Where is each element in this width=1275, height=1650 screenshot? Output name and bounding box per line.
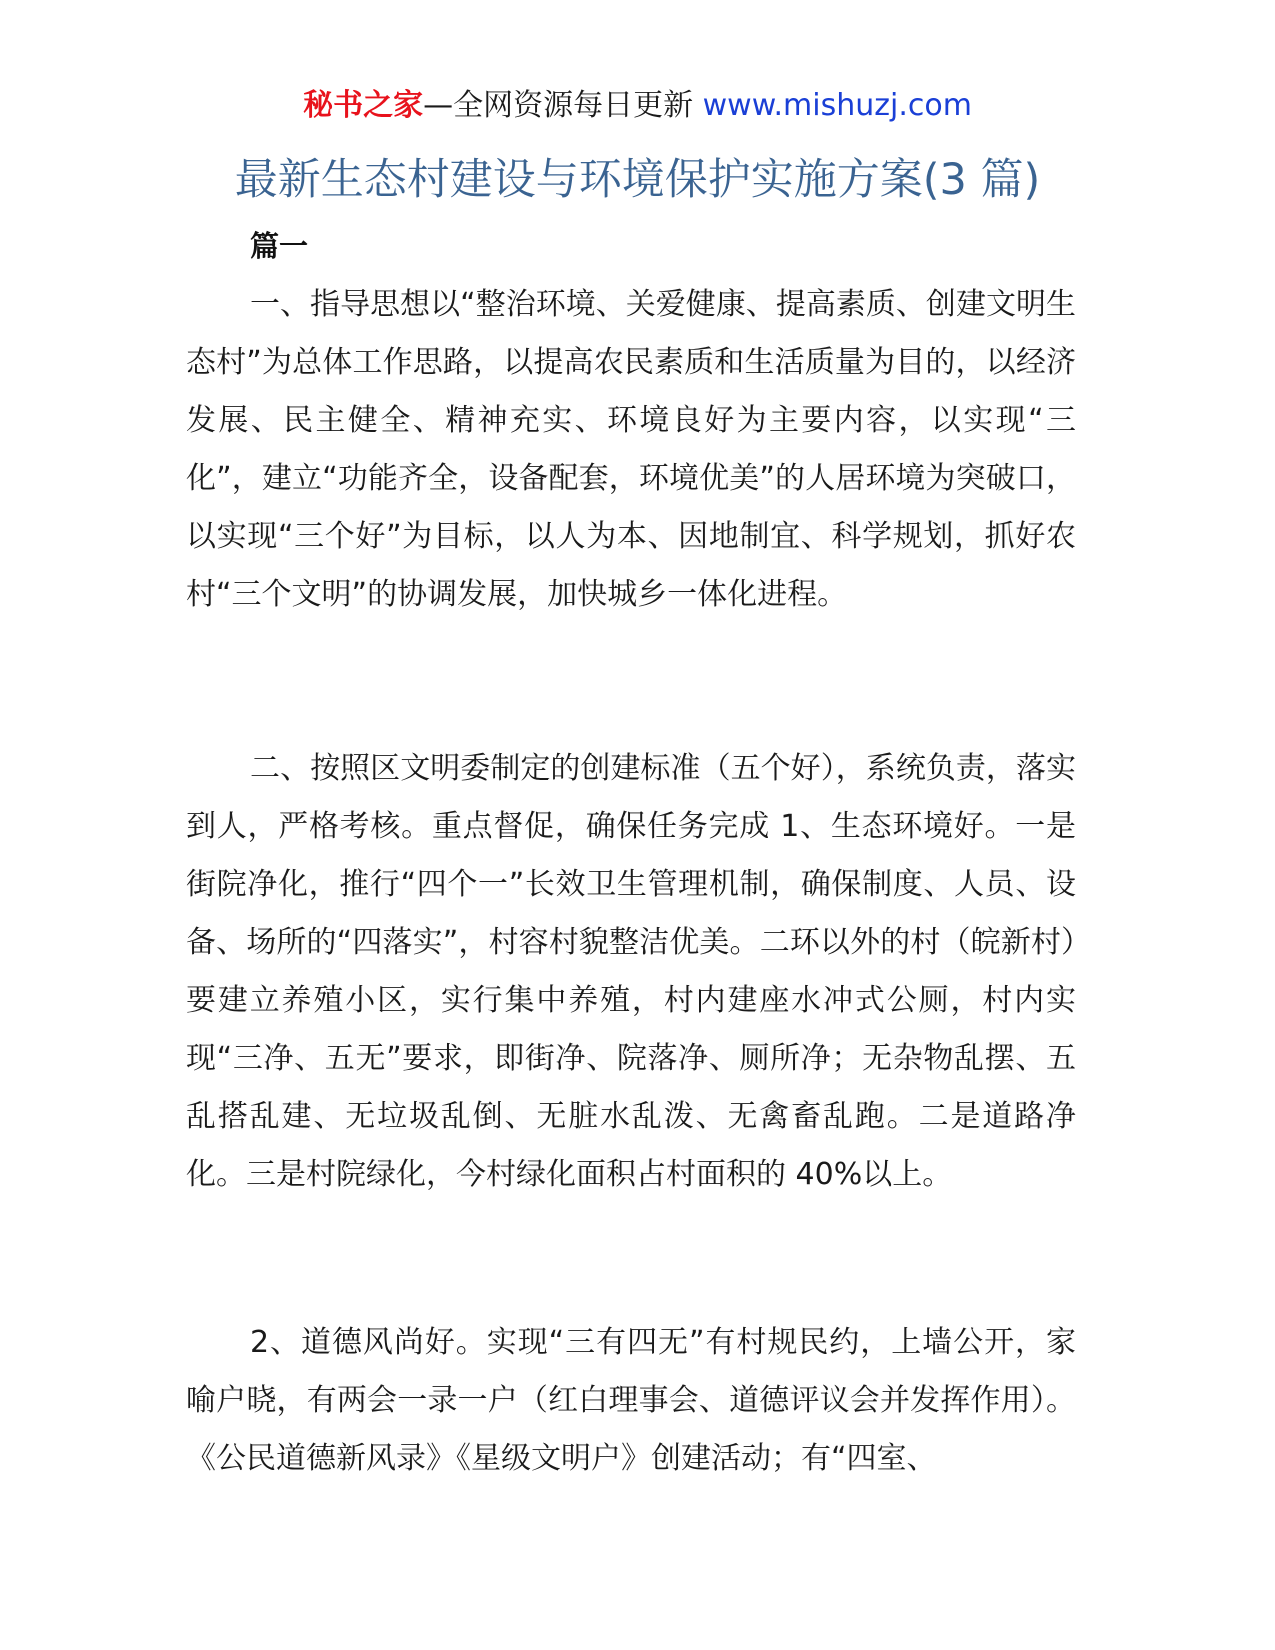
brand-name: 秘书之家 [303,88,424,123]
paragraph-3 [186,1314,1076,1488]
paragraph-2 [186,740,1076,1204]
site-url-link[interactable]: www.mishuzj.com [702,88,972,123]
document-title: 最新生态村建设与环境保护实施方案(3 篇) [234,155,1041,205]
section-heading: 篇一 [250,229,309,263]
paragraph-1-text: 一、指导思想以“整治环境、关爱健康、提高素质、创建文明生态村”为总体工作思路，以提高农民素质和生活质量为目的，以经济发展、民主健全、精神充实、环境良好为主要内容，以实现“三化”，建立“功能齐全，设备配套，环境优美”的人居环境为突破口，以实现“三个好”为目标，以人为本、因地制宜、科学规划，抓好农村“三个文明”的协调发展，加快城乡一体化进程。 [186,287,1076,612]
paragraph-3-text: 2、道德风尚好。实现“三有四无”有村规民约，上墙公开，家喻户晓，有两会一录一户（红白理事会、道德评议会并发挥作用）。《公民道德新风录》《星级文明户》创建活动；有“四室、 [186,1325,1076,1476]
paragraph-1 [186,276,1076,624]
site-header [0,86,1275,126]
header-tagline: —全网资源每日更新 [423,88,694,123]
paragraph-2-text: 二、按照区文明委制定的创建标准（五个好），系统负责，落实到人，严格考核。重点督促，确保任务完成 1、生态环境好。一是街院净化，推行“四个一”长效卫生管理机制，确保制度、人员、设备、场所的“四落实”，村容村貌整洁优美。二环以外的村（皖新村）要建立养殖小区，实行集中养殖，村内建座水冲式公厕，村内实现“三净、五无”要求，即街净、院落净、厕所净；无杂物乱摆、五乱搭乱建、无垃圾乱倒、无脏水乱泼、无禽畜乱跑。二是道路净化。三是村院绿化，今村绿化面积占村面积的 40%以上。 [186,751,1076,1192]
